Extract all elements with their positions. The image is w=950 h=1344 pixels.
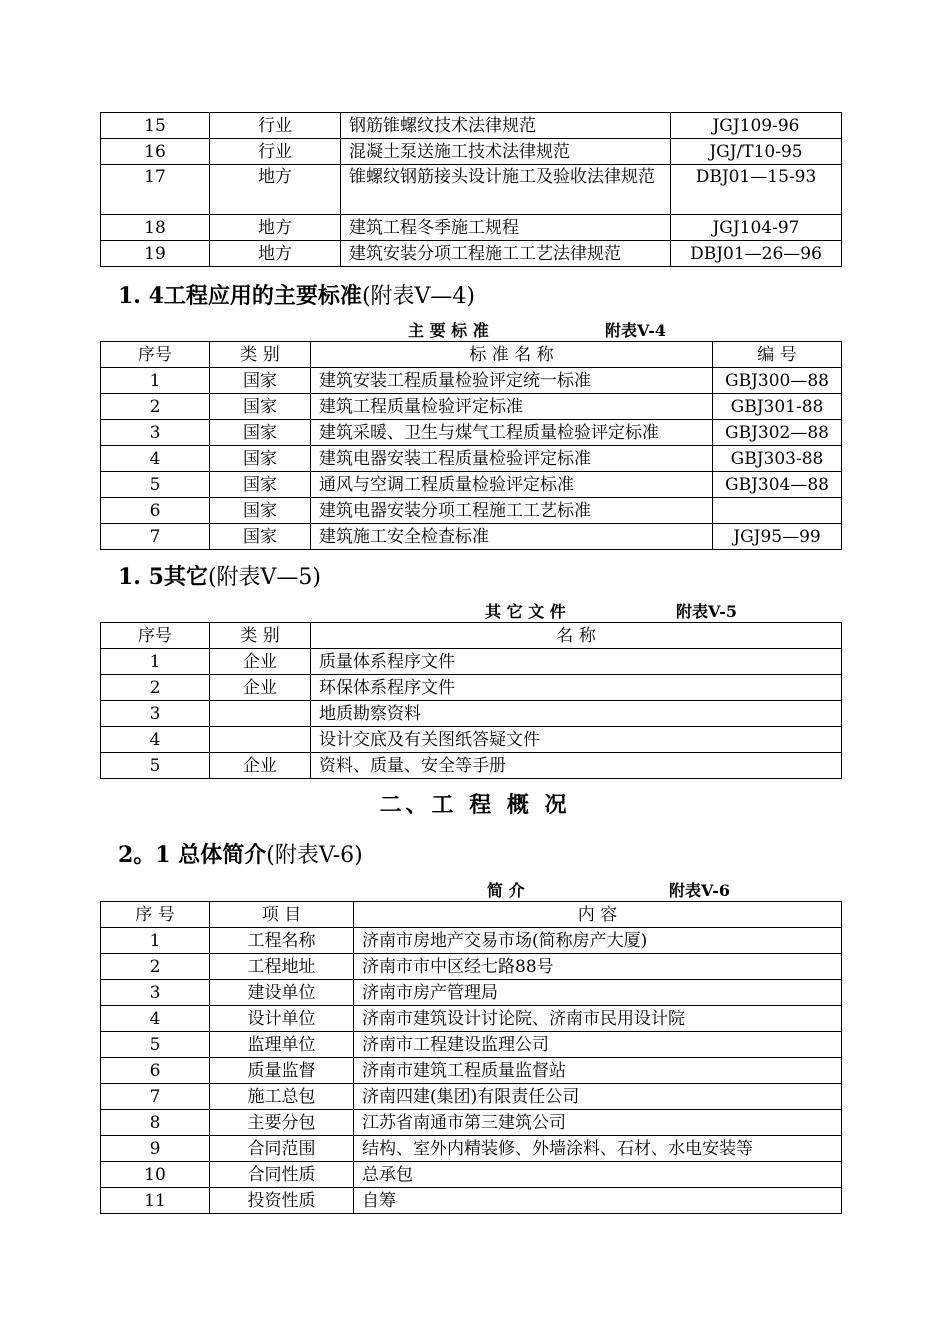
row-name: 质量体系程序文件 xyxy=(311,649,842,675)
row-category: 地方 xyxy=(210,215,341,241)
row-content: 济南四建(集团)有限责任公司 xyxy=(354,1084,842,1110)
header-content: 内 容 xyxy=(354,902,842,928)
row-standard-name: 建筑安装工程质量检验评定统一标准 xyxy=(311,368,713,394)
row-category: 行业 xyxy=(210,139,341,165)
main-standards-table xyxy=(100,341,842,550)
row-standard-name: 通风与空调工程质量检验评定标准 xyxy=(311,472,713,498)
row-name: 资料、质量、安全等手册 xyxy=(311,753,842,779)
row-number: 10 xyxy=(101,1162,210,1188)
row-name: 设计交底及有关图纸答疑文件 xyxy=(311,727,842,753)
table-row xyxy=(101,139,842,165)
row-code: GBJ302—88 xyxy=(713,420,842,446)
row-code: GBJ300—88 xyxy=(713,368,842,394)
row-standard-name: 建筑工程质量检验评定标准 xyxy=(311,394,713,420)
row-category: 地方 xyxy=(210,241,341,267)
table-row xyxy=(101,954,842,980)
row-number: 7 xyxy=(101,524,210,550)
row-category xyxy=(210,701,311,727)
row-category: 地方 xyxy=(210,165,341,215)
row-number: 7 xyxy=(101,1084,210,1110)
table-header-row xyxy=(101,902,842,928)
table-header-row xyxy=(101,342,842,368)
row-content: 自筹 xyxy=(354,1188,842,1214)
header-category: 类 别 xyxy=(210,623,311,649)
row-number: 4 xyxy=(101,1006,210,1032)
header-category: 类 别 xyxy=(210,342,311,368)
table-row xyxy=(101,498,842,524)
table-row xyxy=(101,649,842,675)
table-row xyxy=(101,472,842,498)
other-documents-table xyxy=(100,622,842,779)
table-header-row xyxy=(101,623,842,649)
row-category xyxy=(210,727,311,753)
row-content: 济南市建筑工程质量监督站 xyxy=(354,1058,842,1084)
header-number: 序号 xyxy=(101,623,210,649)
row-number: 8 xyxy=(101,1110,210,1136)
row-standard-name: 锥螺纹钢筋接头设计施工及验收法律规范 xyxy=(341,165,671,215)
row-code: JGJ104-97 xyxy=(671,215,842,241)
row-code: JGJ95—99 xyxy=(713,524,842,550)
row-item: 工程地址 xyxy=(210,954,354,980)
table-row xyxy=(101,675,842,701)
row-number: 5 xyxy=(101,753,210,779)
row-number: 9 xyxy=(101,1136,210,1162)
table-row xyxy=(101,1006,842,1032)
row-number: 1 xyxy=(101,368,210,394)
row-item: 监理单位 xyxy=(210,1032,354,1058)
row-category: 企业 xyxy=(210,753,311,779)
row-content: 总承包 xyxy=(354,1162,842,1188)
row-item: 质量监督 xyxy=(210,1058,354,1084)
row-category: 企业 xyxy=(210,649,311,675)
row-standard-name: 建筑电器安装工程质量检验评定标准 xyxy=(311,446,713,472)
row-standard-name: 建筑施工安全检查标准 xyxy=(311,524,713,550)
row-code: JGJ109-96 xyxy=(671,113,842,139)
table-row xyxy=(101,394,842,420)
table-caption-ref: 附表V-5 xyxy=(676,602,738,621)
section-heading-ref: (附表V-6) xyxy=(266,843,363,868)
row-code: GBJ301-88 xyxy=(713,394,842,420)
section-1-5-heading xyxy=(118,560,321,591)
row-number: 1 xyxy=(101,928,210,954)
row-number: 1 xyxy=(101,649,210,675)
row-item: 主要分包 xyxy=(210,1110,354,1136)
project-overview-table xyxy=(100,901,842,1214)
table-row xyxy=(101,1110,842,1136)
row-standard-name: 建筑安装分项工程施工工艺法律规范 xyxy=(341,241,671,267)
header-number: 序号 xyxy=(101,342,210,368)
section-1-4-heading xyxy=(118,279,475,310)
row-number: 2 xyxy=(101,675,210,701)
row-name: 地质勘察资料 xyxy=(311,701,842,727)
row-number: 19 xyxy=(101,241,210,267)
row-code: JGJ/T10-95 xyxy=(671,139,842,165)
row-number: 3 xyxy=(101,980,210,1006)
row-content: 济南市市中区经七路88号 xyxy=(354,954,842,980)
table-row xyxy=(101,753,842,779)
row-content: 江苏省南通市第三建筑公司 xyxy=(354,1110,842,1136)
row-standard-name: 建筑电器安装分项工程施工工艺标准 xyxy=(311,498,713,524)
row-number: 18 xyxy=(101,215,210,241)
row-content: 济南市房地产交易市场(简称房产大厦) xyxy=(354,928,842,954)
table-row xyxy=(101,1162,842,1188)
standards-table-continued xyxy=(100,112,842,267)
row-name: 环保体系程序文件 xyxy=(311,675,842,701)
table-caption-title: 简 介 xyxy=(487,881,525,900)
row-code xyxy=(713,498,842,524)
table-row xyxy=(101,928,842,954)
header-item: 项 目 xyxy=(210,902,354,928)
table-row xyxy=(101,113,842,139)
table-caption-title: 主 要 标 准 xyxy=(408,321,489,340)
row-number: 2 xyxy=(101,954,210,980)
table-row xyxy=(101,727,842,753)
table-row xyxy=(101,1188,842,1214)
row-category: 国家 xyxy=(210,394,311,420)
section-2-1-heading xyxy=(118,838,363,869)
header-standard-name: 标 准 名 称 xyxy=(311,342,713,368)
row-standard-name: 建筑采暖、卫生与煤气工程质量检验评定标准 xyxy=(311,420,713,446)
row-number: 2 xyxy=(101,394,210,420)
section-heading-bold: 1. 4工程应用的主要标准 xyxy=(118,283,362,309)
row-category: 国家 xyxy=(210,524,311,550)
row-category: 国家 xyxy=(210,498,311,524)
header-number: 序 号 xyxy=(101,902,210,928)
table-row xyxy=(101,215,842,241)
row-number: 3 xyxy=(101,701,210,727)
row-number: 16 xyxy=(101,139,210,165)
table-row xyxy=(101,980,842,1006)
row-category: 国家 xyxy=(210,472,311,498)
header-name: 名 称 xyxy=(311,623,842,649)
section-heading-bold: 1. 5其它 xyxy=(118,564,208,590)
row-content: 结构、室外内精装修、外墙涂料、石材、水电安装等 xyxy=(354,1136,842,1162)
row-content: 济南市建筑设计讨论院、济南市民用设计院 xyxy=(354,1006,842,1032)
section-heading-bold: 2。1 总体简介 xyxy=(118,842,267,868)
section-heading-ref: (附表V—5) xyxy=(207,565,321,590)
table-row xyxy=(101,1058,842,1084)
chapter-title: 二、工 程 概 况 xyxy=(379,792,571,818)
row-number: 11 xyxy=(101,1188,210,1214)
table-caption-title: 其 它 文 件 xyxy=(485,602,566,621)
table-row xyxy=(101,241,842,267)
row-number: 4 xyxy=(101,446,210,472)
row-code: DBJ01—15-93 xyxy=(671,165,842,215)
table-row xyxy=(101,420,842,446)
row-item: 建设单位 xyxy=(210,980,354,1006)
row-number: 6 xyxy=(101,1058,210,1084)
row-category: 国家 xyxy=(210,420,311,446)
section-heading-ref: (附表V—4) xyxy=(361,284,475,309)
row-content: 济南市房产管理局 xyxy=(354,980,842,1006)
row-item: 投资性质 xyxy=(210,1188,354,1214)
row-code: GBJ304—88 xyxy=(713,472,842,498)
row-standard-name: 混凝土泵送施工技术法律规范 xyxy=(341,139,671,165)
row-number: 17 xyxy=(101,165,210,215)
row-category: 国家 xyxy=(210,368,311,394)
table-row xyxy=(101,368,842,394)
row-category: 行业 xyxy=(210,113,341,139)
table-row xyxy=(101,524,842,550)
row-item: 设计单位 xyxy=(210,1006,354,1032)
table-row xyxy=(101,165,842,215)
row-content: 济南市工程建设监理公司 xyxy=(354,1032,842,1058)
row-standard-name: 钢筋锥螺纹技术法律规范 xyxy=(341,113,671,139)
table-row xyxy=(101,701,842,727)
row-number: 5 xyxy=(101,1032,210,1058)
row-standard-name: 建筑工程冬季施工规程 xyxy=(341,215,671,241)
row-number: 15 xyxy=(101,113,210,139)
row-number: 5 xyxy=(101,472,210,498)
row-item: 施工总包 xyxy=(210,1084,354,1110)
table-row xyxy=(101,1136,842,1162)
row-item: 合同性质 xyxy=(210,1162,354,1188)
row-code: DBJ01—26—96 xyxy=(671,241,842,267)
table-row xyxy=(101,1084,842,1110)
table-caption-ref: 附表V-4 xyxy=(605,321,667,340)
row-number: 3 xyxy=(101,420,210,446)
table-row xyxy=(101,446,842,472)
header-code: 编 号 xyxy=(713,342,842,368)
row-category: 国家 xyxy=(210,446,311,472)
table-row xyxy=(101,1032,842,1058)
row-number: 4 xyxy=(101,727,210,753)
table-caption-ref: 附表V-6 xyxy=(669,881,731,900)
row-item: 工程名称 xyxy=(210,928,354,954)
row-number: 6 xyxy=(101,498,210,524)
row-category: 企业 xyxy=(210,675,311,701)
row-item: 合同范围 xyxy=(210,1136,354,1162)
row-code: GBJ303-88 xyxy=(713,446,842,472)
